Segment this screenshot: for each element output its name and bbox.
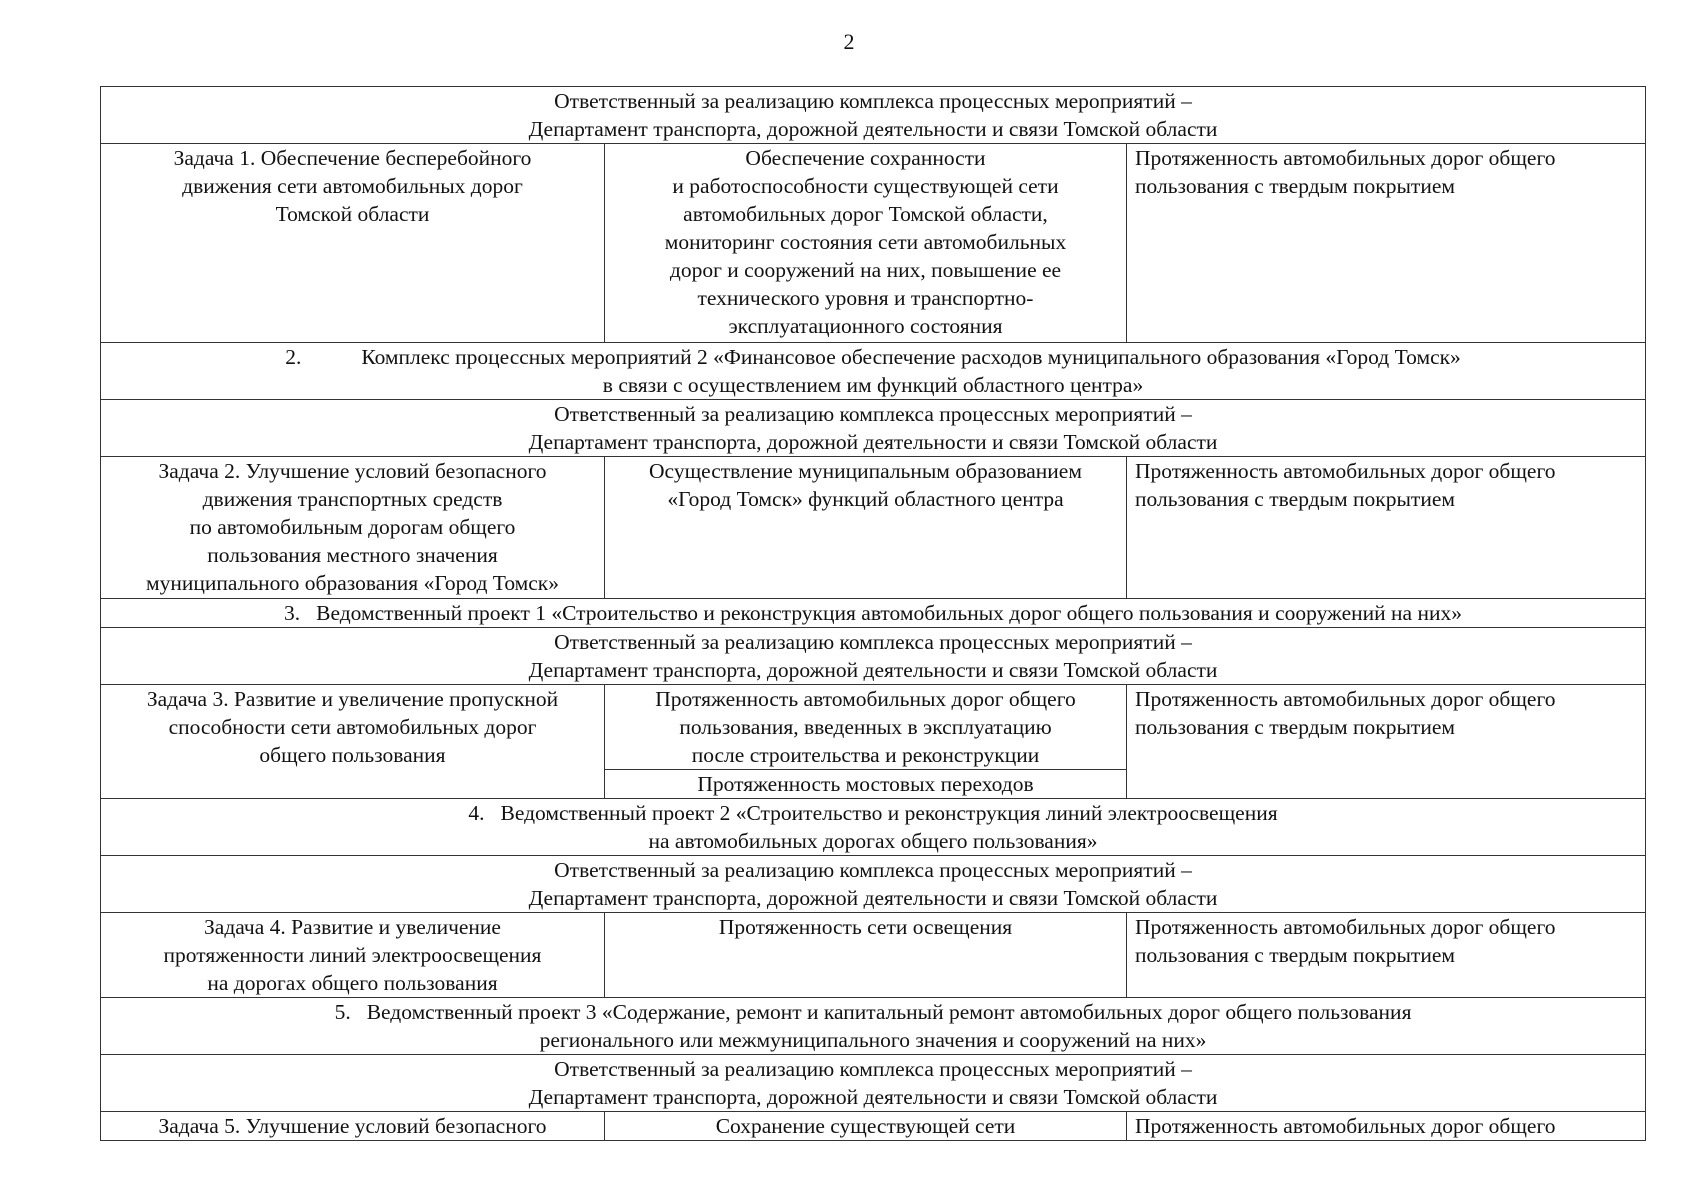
task-text: протяженности линий электроосвещения bbox=[163, 943, 542, 967]
responsible-row-3 bbox=[101, 628, 1646, 685]
task-text: движения сети автомобильных дорог bbox=[182, 174, 523, 198]
result-text: «Город Томск» функций областного центра bbox=[667, 487, 1064, 511]
result-cell-2 bbox=[605, 457, 1127, 599]
indicator-cell-3 bbox=[1127, 685, 1646, 799]
indicator-text: Протяженность автомобильных дорог общего bbox=[1135, 459, 1556, 483]
result-text: технического уровня и транспортно- bbox=[697, 286, 1034, 310]
indicator-cell-2 bbox=[1127, 457, 1646, 599]
program-structure-table bbox=[100, 86, 1646, 1141]
responsible-title: Ответственный за реализацию комплекса процессных мероприятий – bbox=[554, 89, 1192, 113]
result-text: автомобильных дорог Томской области, bbox=[683, 202, 1048, 226]
result-text: пользования, введенных в эксплуатацию bbox=[679, 715, 1052, 739]
result-text: мониторинг состояния сети автомобильных bbox=[664, 230, 1067, 254]
section-title: Комплекс процессных мероприятий 2 «Финансовое обеспечение расходов муниципального образования «Город Томск» bbox=[361, 345, 1461, 369]
responsible-row-5 bbox=[101, 1055, 1646, 1112]
task-row-4 bbox=[101, 913, 1646, 998]
section-heading-4 bbox=[101, 799, 1646, 856]
result-cell-4 bbox=[605, 913, 1127, 998]
result-text: дорог и сооружений на них, повышение ее bbox=[669, 258, 1062, 282]
section-number: 3. bbox=[284, 601, 301, 625]
indicator-cell-4 bbox=[1127, 913, 1646, 998]
section-number: 2. bbox=[285, 345, 302, 369]
responsible-row-2 bbox=[101, 400, 1646, 457]
section-heading-3 bbox=[101, 599, 1646, 628]
section-title: Ведомственный проект 1 «Строительство и реконструкция автомобильных дорог общего пользования и сооружений на них» bbox=[316, 601, 1462, 625]
indicator-text: Протяженность автомобильных дорог общего bbox=[1135, 687, 1556, 711]
result-cell-3b bbox=[605, 770, 1127, 799]
task-text: движения транспортных средств bbox=[202, 487, 503, 511]
indicator-text: пользования с твердым покрытием bbox=[1135, 943, 1455, 967]
result-cell-3a bbox=[605, 685, 1127, 770]
responsible-department: Департамент транспорта, дорожной деятельности и связи Томской области bbox=[528, 658, 1218, 682]
indicator-cell-5 bbox=[1127, 1112, 1646, 1141]
indicator-text: Протяженность автомобильных дорог общего bbox=[1135, 915, 1556, 939]
responsible-cell bbox=[101, 628, 1646, 685]
indicator-text: пользования с твердым покрытием bbox=[1135, 715, 1455, 739]
task-text: способности сети автомобильных дорог bbox=[168, 715, 537, 739]
section-row-5 bbox=[101, 998, 1646, 1055]
result-text: после строительства и реконструкции bbox=[691, 743, 1040, 767]
section-row-2 bbox=[101, 343, 1646, 400]
responsible-title: Ответственный за реализацию комплекса процессных мероприятий – bbox=[554, 1057, 1192, 1081]
task-cell-5 bbox=[101, 1112, 605, 1141]
task-row-3 bbox=[101, 685, 1646, 770]
responsible-cell bbox=[101, 856, 1646, 913]
responsible-department: Департамент транспорта, дорожной деятельности и связи Томской области bbox=[528, 886, 1218, 910]
result-text: Осуществление муниципальным образованием bbox=[649, 459, 1082, 483]
page-number: 2 bbox=[843, 29, 855, 54]
task-text: Задача 2. Улучшение условий безопасного bbox=[158, 459, 547, 483]
responsible-cell bbox=[101, 400, 1646, 457]
section-title: Ведомственный проект 3 «Содержание, ремонт и капитальный ремонт автомобильных дорог общего пользования bbox=[366, 1000, 1412, 1024]
responsible-department: Департамент транспорта, дорожной деятельности и связи Томской области bbox=[528, 430, 1218, 454]
indicator-text: пользования с твердым покрытием bbox=[1135, 487, 1455, 511]
task-text: Задача 5. Улучшение условий безопасного bbox=[158, 1114, 547, 1138]
task-row-1 bbox=[101, 144, 1646, 343]
task-cell-2 bbox=[101, 457, 605, 599]
task-text: Задача 3. Развитие и увеличение пропускной bbox=[146, 687, 559, 711]
task-text: Томской области bbox=[275, 202, 430, 226]
responsible-department: Департамент транспорта, дорожной деятельности и связи Томской области bbox=[528, 1085, 1218, 1109]
task-row-2 bbox=[101, 457, 1646, 599]
task-text: Задача 4. Развитие и увеличение bbox=[204, 915, 501, 939]
task-text: по автомобильным дорогам общего bbox=[189, 515, 516, 539]
section-title: Ведомственный проект 2 «Строительство и реконструкция линий электроосвещения bbox=[500, 801, 1278, 825]
section-title-cont: в связи с осуществлением им функций областного центра» bbox=[602, 373, 1144, 397]
result-text: Протяженность мостовых переходов bbox=[697, 772, 1034, 796]
section-number: 4. bbox=[468, 801, 485, 825]
task-cell-4 bbox=[101, 913, 605, 998]
result-text: Протяженность сети освещения bbox=[718, 915, 1013, 939]
responsible-title: Ответственный за реализацию комплекса процессных мероприятий – bbox=[554, 402, 1192, 426]
section-title-cont: регионального или межмуниципального значения и сооружений на них» bbox=[539, 1028, 1207, 1052]
indicator-text: пользования с твердым покрытием bbox=[1135, 174, 1455, 198]
indicator-cell-1 bbox=[1127, 144, 1646, 343]
task-cell-1 bbox=[101, 144, 605, 343]
task-text: пользования местного значения bbox=[207, 543, 498, 567]
task-cell-3 bbox=[101, 685, 605, 799]
section-heading-2 bbox=[101, 343, 1646, 400]
task-text: Задача 1. Обеспечение бесперебойного bbox=[173, 146, 532, 170]
result-text: и работоспособности существующей сети bbox=[672, 174, 1059, 198]
section-heading-5 bbox=[101, 998, 1646, 1055]
section-number: 5. bbox=[334, 1000, 351, 1024]
responsible-row-4 bbox=[101, 856, 1646, 913]
responsible-title: Ответственный за реализацию комплекса процессных мероприятий – bbox=[554, 630, 1192, 654]
responsible-title: Ответственный за реализацию комплекса процессных мероприятий – bbox=[554, 858, 1192, 882]
task-row-5 bbox=[101, 1112, 1646, 1141]
result-text: Обеспечение сохранности bbox=[745, 146, 986, 170]
responsible-cell bbox=[101, 1055, 1646, 1112]
indicator-text: Протяженность автомобильных дорог общего bbox=[1135, 146, 1556, 170]
indicator-text: Протяженность автомобильных дорог общего bbox=[1135, 1114, 1556, 1138]
result-cell-1 bbox=[605, 144, 1127, 343]
responsible-row-1 bbox=[101, 87, 1646, 144]
section-row-4 bbox=[101, 799, 1646, 856]
responsible-cell bbox=[101, 87, 1646, 144]
task-text: муниципального образования «Город Томск» bbox=[145, 571, 560, 595]
section-row-3 bbox=[101, 599, 1646, 628]
result-cell-5 bbox=[605, 1112, 1127, 1141]
result-text: Протяженность автомобильных дорог общего bbox=[655, 687, 1076, 711]
section-title-cont: на автомобильных дорогах общего пользования» bbox=[648, 829, 1098, 853]
responsible-department: Департамент транспорта, дорожной деятельности и связи Томской области bbox=[528, 117, 1218, 141]
task-text: общего пользования bbox=[259, 743, 446, 767]
result-text: эксплуатационного состояния bbox=[728, 314, 1003, 338]
result-text: Сохранение существующей сети bbox=[715, 1114, 1016, 1138]
task-text: на дорогах общего пользования bbox=[207, 971, 498, 995]
